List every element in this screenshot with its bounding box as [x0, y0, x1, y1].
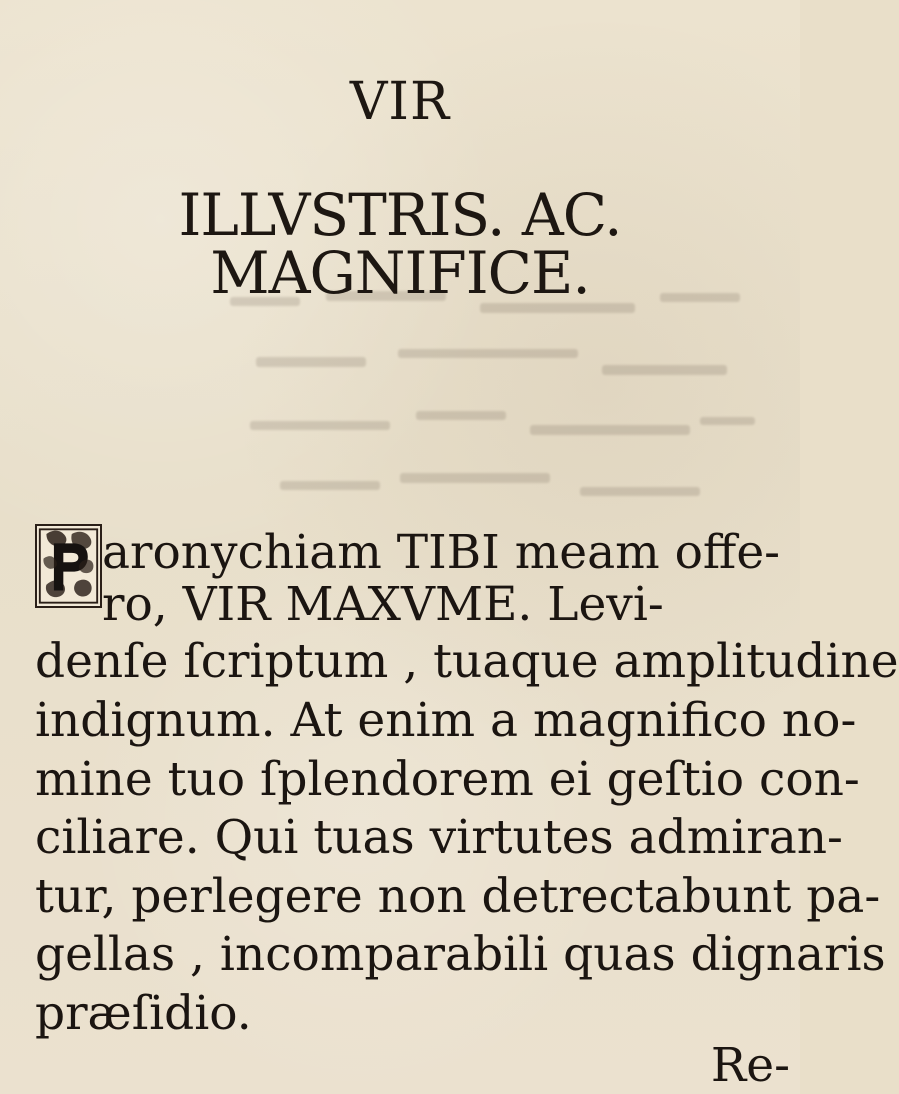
catchword: Re- [710, 1038, 790, 1093]
show-through-marks [230, 285, 770, 545]
body-line-2: ro, VIR MAXVME. Levi- [102, 577, 664, 632]
heading-illustris: ILLVSTRIS. AC. MAGNIFICE. [178, 181, 622, 307]
body-line-4: indignum. At enim a magnifico no- [35, 693, 857, 748]
body-line-9: præſidio. [35, 986, 252, 1041]
body-line-7: tur, perlegere non detrectabunt pa- [35, 869, 881, 924]
body-line-8: gellas , incomparabili quas dignaris [35, 927, 886, 982]
body-line-5: mine tuo ſplendorem ei geſtio con- [35, 752, 860, 807]
body-line-3: denſe ſcriptum , tuaque amplitudine [35, 634, 899, 689]
dropcap-p [35, 524, 102, 608]
heading-vir: VIR [349, 72, 451, 132]
body-line-6: ciliare. Qui tuas virtutes admiran- [35, 810, 843, 865]
ornamental-initial-icon [37, 526, 100, 606]
body-line-1: aronychiam TIBI meam offe- [102, 525, 781, 580]
